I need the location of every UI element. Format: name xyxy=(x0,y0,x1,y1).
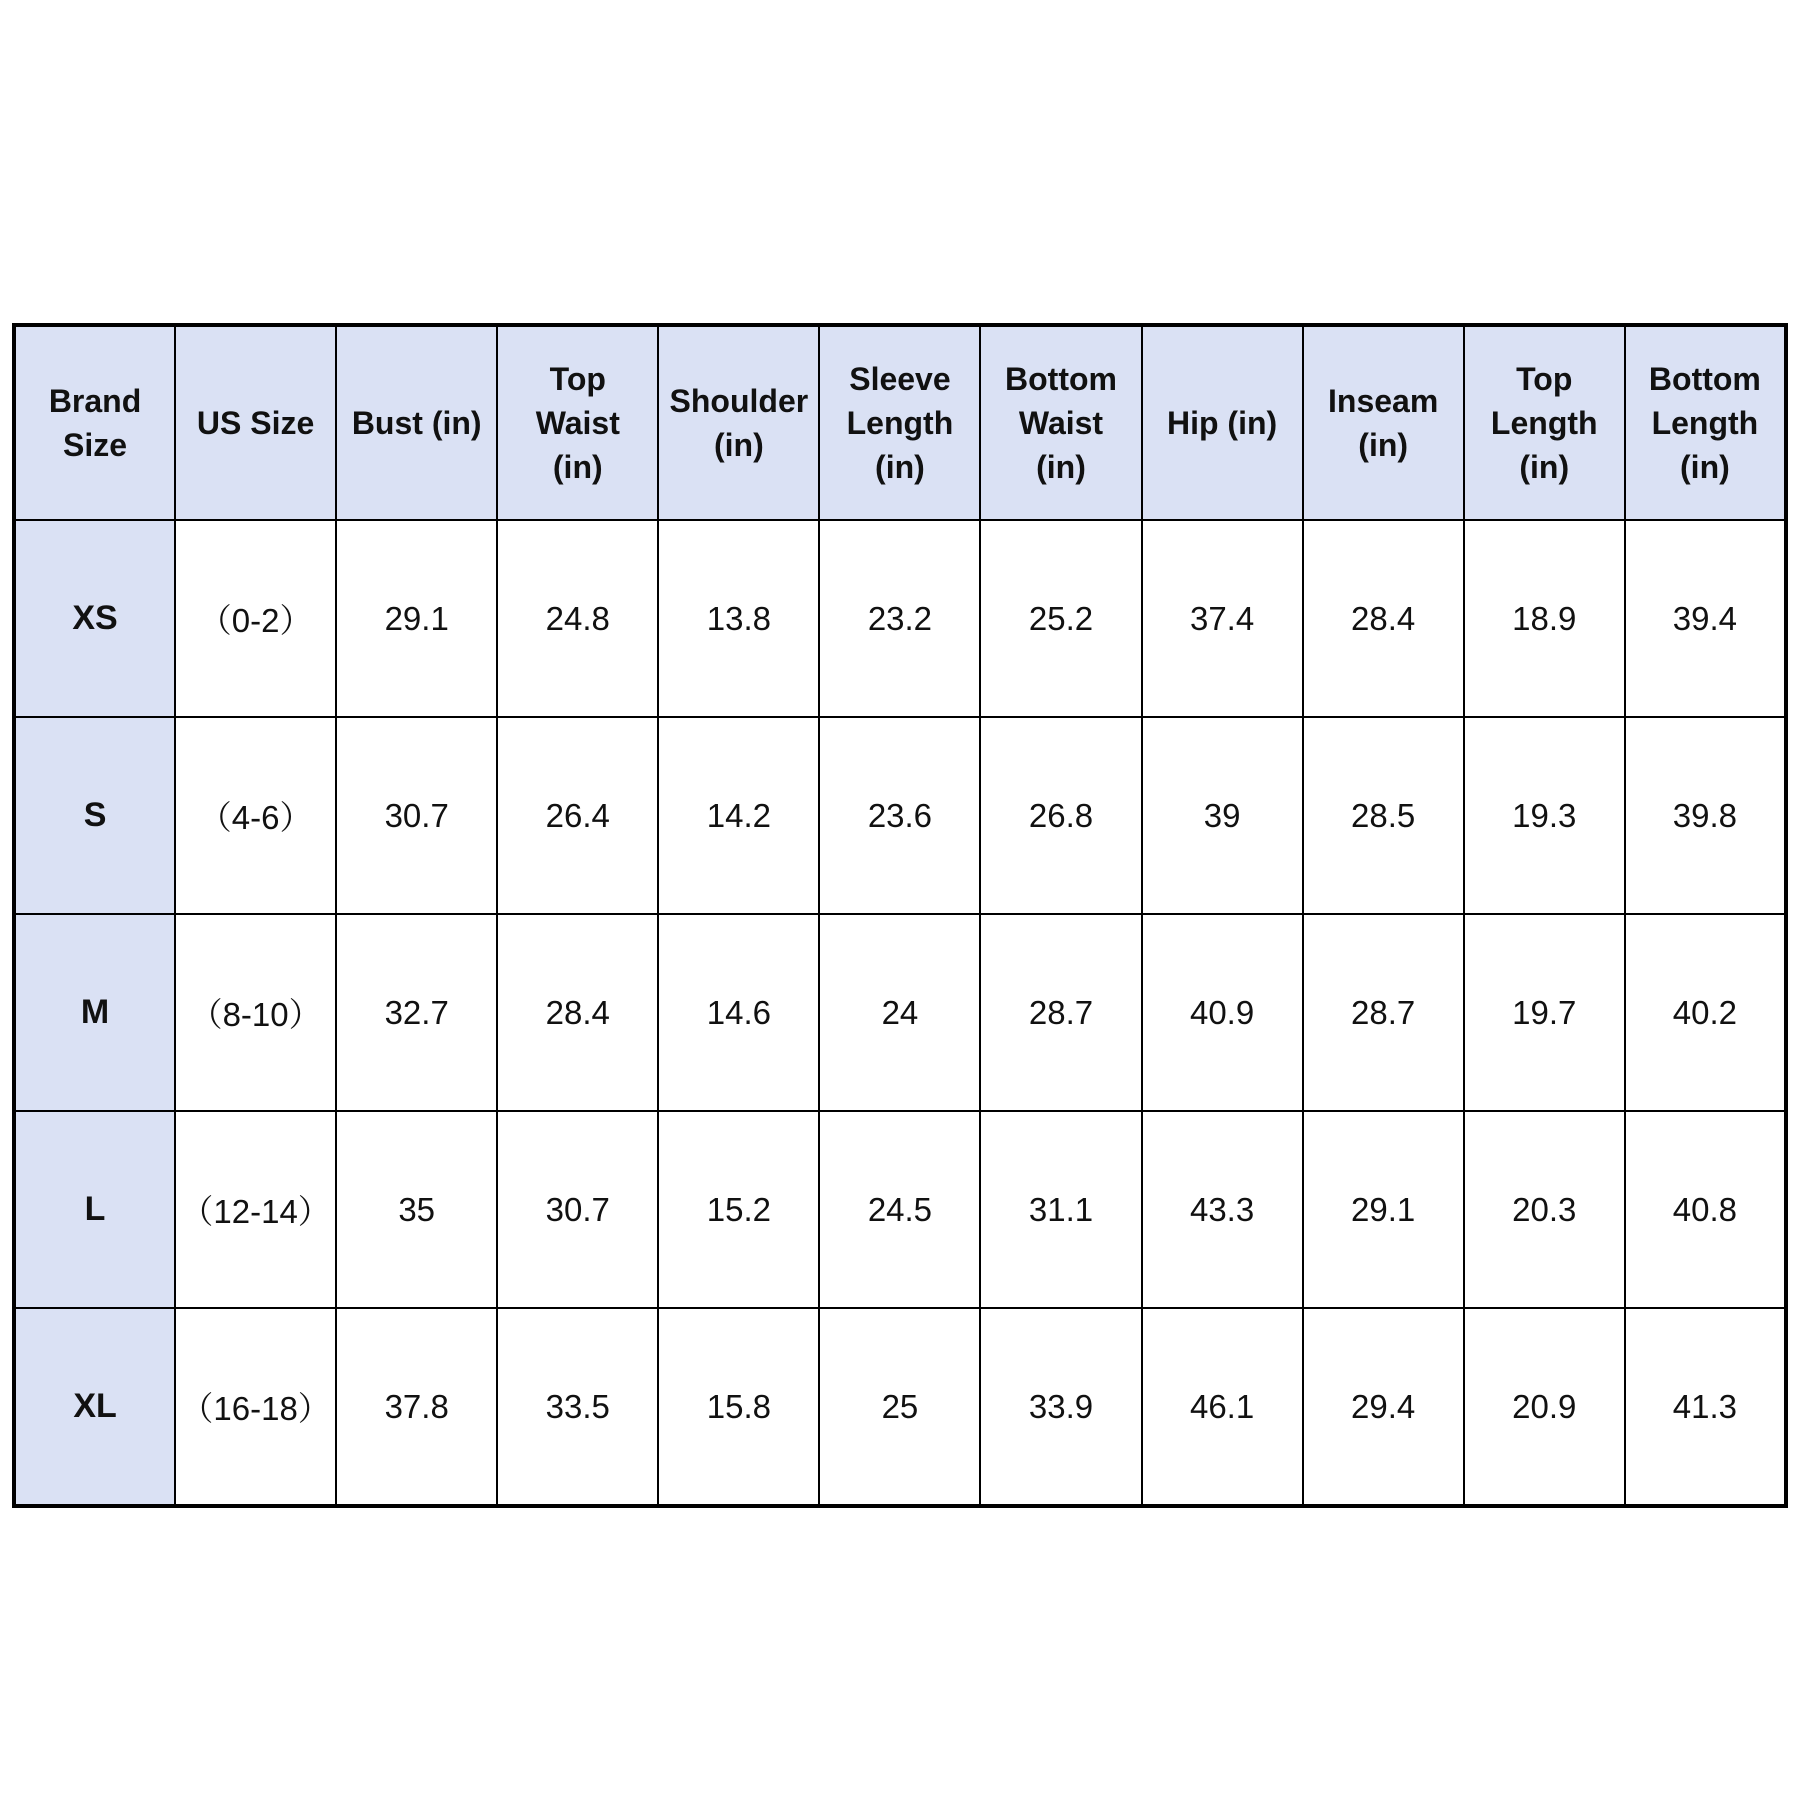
sleeve-length-cell: 25 xyxy=(819,1308,980,1506)
header-top-length: Top Length (in) xyxy=(1464,325,1625,520)
hip-cell: 37.4 xyxy=(1142,520,1303,717)
size-table xyxy=(12,323,1788,1508)
bottom-waist-cell: 31.1 xyxy=(980,1111,1141,1308)
top-length-cell: 20.9 xyxy=(1464,1308,1625,1506)
brand-size-cell: XS xyxy=(14,520,175,717)
bottom-waist-cell: 26.8 xyxy=(980,717,1141,914)
header-hip: Hip (in) xyxy=(1142,325,1303,520)
us-size-cell: （0-2） xyxy=(175,520,336,717)
header-row xyxy=(14,325,1786,520)
size-chart xyxy=(12,323,1788,1496)
inseam-cell: 28.4 xyxy=(1303,520,1464,717)
bottom-length-cell: 39.4 xyxy=(1625,520,1786,717)
header-bust: Bust (in) xyxy=(336,325,497,520)
bust-cell: 37.8 xyxy=(336,1308,497,1506)
top-length-cell: 18.9 xyxy=(1464,520,1625,717)
brand-size-cell: S xyxy=(14,717,175,914)
table-row-l xyxy=(14,1111,1786,1308)
bottom-waist-cell: 25.2 xyxy=(980,520,1141,717)
bottom-length-cell: 39.8 xyxy=(1625,717,1786,914)
bust-cell: 35 xyxy=(336,1111,497,1308)
header-brand-size: Brand Size xyxy=(14,325,175,520)
inseam-cell: 28.7 xyxy=(1303,914,1464,1111)
header-sleeve-length: Sleeve Length (in) xyxy=(819,325,980,520)
hip-cell: 40.9 xyxy=(1142,914,1303,1111)
header-top-waist: Top Waist (in) xyxy=(497,325,658,520)
table-row-m xyxy=(14,914,1786,1111)
shoulder-cell: 15.8 xyxy=(658,1308,819,1506)
top-waist-cell: 33.5 xyxy=(497,1308,658,1506)
bottom-waist-cell: 33.9 xyxy=(980,1308,1141,1506)
header-shoulder: Shoulder (in) xyxy=(658,325,819,520)
top-length-cell: 19.3 xyxy=(1464,717,1625,914)
sleeve-length-cell: 23.6 xyxy=(819,717,980,914)
header-bottom-waist: Bottom Waist (in) xyxy=(980,325,1141,520)
header-inseam: Inseam (in) xyxy=(1303,325,1464,520)
top-waist-cell: 30.7 xyxy=(497,1111,658,1308)
us-size-cell: （12-14） xyxy=(175,1111,336,1308)
shoulder-cell: 14.6 xyxy=(658,914,819,1111)
sleeve-length-cell: 23.2 xyxy=(819,520,980,717)
brand-size-cell: L xyxy=(14,1111,175,1308)
us-size-cell: （8-10） xyxy=(175,914,336,1111)
shoulder-cell: 15.2 xyxy=(658,1111,819,1308)
shoulder-cell: 14.2 xyxy=(658,717,819,914)
table-row-xs xyxy=(14,520,1786,717)
inseam-cell: 28.5 xyxy=(1303,717,1464,914)
bottom-length-cell: 40.8 xyxy=(1625,1111,1786,1308)
brand-size-cell: M xyxy=(14,914,175,1111)
us-size-cell: （16-18） xyxy=(175,1308,336,1506)
shoulder-cell: 13.8 xyxy=(658,520,819,717)
header-us-size: US Size xyxy=(175,325,336,520)
bottom-length-cell: 40.2 xyxy=(1625,914,1786,1111)
table-row-s xyxy=(14,717,1786,914)
inseam-cell: 29.4 xyxy=(1303,1308,1464,1506)
top-waist-cell: 28.4 xyxy=(497,914,658,1111)
bust-cell: 32.7 xyxy=(336,914,497,1111)
top-length-cell: 19.7 xyxy=(1464,914,1625,1111)
inseam-cell: 29.1 xyxy=(1303,1111,1464,1308)
brand-size-cell: XL xyxy=(14,1308,175,1506)
top-length-cell: 20.3 xyxy=(1464,1111,1625,1308)
sleeve-length-cell: 24 xyxy=(819,914,980,1111)
top-waist-cell: 24.8 xyxy=(497,520,658,717)
bust-cell: 30.7 xyxy=(336,717,497,914)
table-row-xl xyxy=(14,1308,1786,1506)
bottom-length-cell: 41.3 xyxy=(1625,1308,1786,1506)
hip-cell: 43.3 xyxy=(1142,1111,1303,1308)
top-waist-cell: 26.4 xyxy=(497,717,658,914)
sleeve-length-cell: 24.5 xyxy=(819,1111,980,1308)
us-size-cell: （4-6） xyxy=(175,717,336,914)
hip-cell: 39 xyxy=(1142,717,1303,914)
header-bottom-length: Bottom Length (in) xyxy=(1625,325,1786,520)
bottom-waist-cell: 28.7 xyxy=(980,914,1141,1111)
hip-cell: 46.1 xyxy=(1142,1308,1303,1506)
bust-cell: 29.1 xyxy=(336,520,497,717)
